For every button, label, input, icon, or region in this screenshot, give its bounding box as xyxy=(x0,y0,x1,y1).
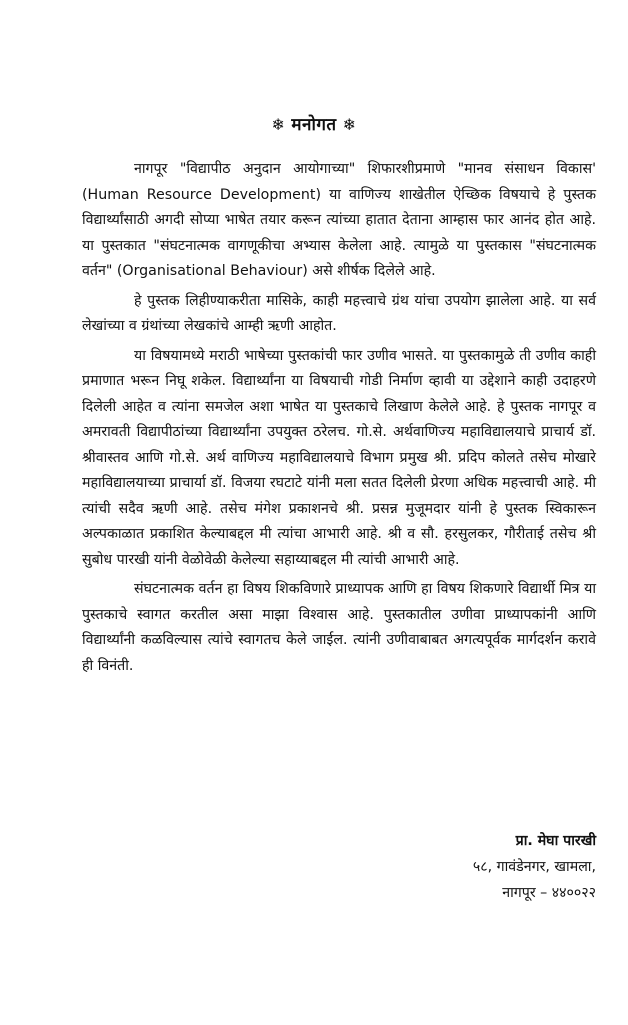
paragraph-3: या विषयामध्ये मराठी भाषेच्या पुस्तकांची फार उणीव भासते. या पुस्तकामुळे ती उणीव काही प्रमाणात भरून निघू शकेल. विद्यार्थ्यांना या विषयाची गोडी निर्माण व्हावी या उद्देशाने काही उदाहरणे दिलेली आहेत व त्यांना समजेल अशा भाषेत या पुस्तकाचे लिखाण केलेले आहे. हे पुस्तक नागपूर व अमरावती विद्यापीठांच्या विद्यार्थ्यांना उपयुक्त ठरेलच. गो.से. अर्थवाणिज्य महाविद्यालयाचे प्राचार्य डॉ. श्रीवास्तव आणि गो.से. अर्थ वाणिज्य महाविद्यालयाचे विभाग प्रमुख श्री. प्रदिप कोलते तसेच मोखारे महाविद्यालयाच्या प्राचार्या डॉ. विजया रघटाटे यांनी मला सतत दिलेली प्रेरणा अधिक महत्त्वाची आहे. मी त्यांची सदैव ऋणी आहे. तसेच मंगेश प्रकाशनचे श्री. प्रसन्न मुजूमदार यांनी हे पुस्तक स्विकारून अल्पकाळात प्रकाशित केल्याबद्दल मी त्यांचा आभारी आहे. श्री व सौ. हरसुलकर, गौरीताई तसेच श्री सुबोध पारखी यांनी वेळोवेळी केलेल्या सहाय्याबद्दल मी त्यांची आभारी आहे. xyxy=(82,347,596,568)
snowflake-icon: ❄ xyxy=(271,115,286,134)
address-line-1: ५८, गावंडेनगर, खामला, xyxy=(472,859,596,875)
address-line-2: नागपूर – ४४००२२ xyxy=(502,885,596,901)
title-text: मनोगत xyxy=(291,115,337,135)
snowflake-icon: ❄ xyxy=(342,115,357,134)
paragraph-2: हे पुस्तक लिहीण्याकरीता मासिके, काही महत्त्वाचे ग्रंथ यांचा उपयोग झालेला आहे. या सर्व लेखांच्या व ग्रंथांच्या लेखकांचे आम्ही ऋणी आहोत. xyxy=(82,292,596,334)
preface-body xyxy=(82,157,596,679)
paragraph-4: संघटनात्मक वर्तन हा विषय शिकविणारे प्राध्यापक आणि हा विषय शिकणारे विद्यार्थी मित्र या पुस्तकाचे स्वागत करतील असा माझा विश्वास आहे. पुस्तकातील उणीवा प्राध्यापकांनी आणि विद्यार्थ्यांनी कळविल्यास त्यांचे स्वागतच केले जाईल. त्यांनी उणीवाबाबत अगत्यपूर्वक मार्गदर्शन करावे ही विनंती. xyxy=(82,581,596,674)
paragraph-1: नागपूर "विद्यापीठ अनुदान आयोगाच्या" शिफारशीप्रमाणे "मानव संसाधन विकास' (Human Resource Development) या वाणिज्य शाखेतील ऐच्छिक विषयाचे हे पुस्तक विद्यार्थ्यांसाठी अगदी सोप्या भाषेत तयार करून त्यांच्या हातात देताना आम्हास फार आनंद होत आहे. या पुस्तकात "संघटनात्मक वागणूकीचा अभ्यास केलेला आहे. त्यामुळे या पुस्तकास "संघटनात्मक वर्तन" (Organisational Behaviour) असे शीर्षक दिलेले आहे. xyxy=(82,161,596,279)
author-name: प्रा. मेघा पारखी xyxy=(515,833,596,849)
page-title xyxy=(0,112,628,135)
author-signature-block xyxy=(376,828,596,906)
